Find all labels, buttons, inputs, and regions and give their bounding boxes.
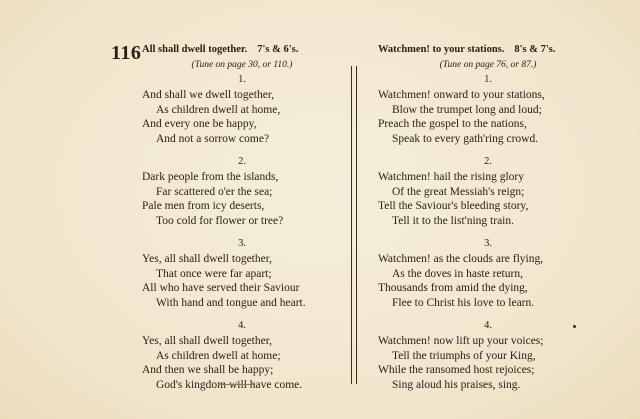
verse-line: As children dwell at home,: [156, 103, 281, 116]
tune-reference: (Tune on page 76, or 87.): [439, 60, 537, 70]
hymn-title-text: Watchmen! to your stations.: [378, 44, 505, 55]
verse-line: Yes, all shall dwell together,: [142, 335, 272, 347]
verse-line: Tell the Saviour's bleeding story,: [378, 200, 529, 212]
stanza-number: 3.: [484, 238, 492, 249]
hymn-right: [378, 44, 598, 402]
verse-line: With hand and tongue and heart.: [156, 296, 306, 309]
verse-line: Of the great Messiah's reign;: [392, 185, 525, 198]
stanza: [378, 74, 598, 146]
hymn-meter: 7's & 6's.: [257, 44, 299, 55]
verse-line: Too cold for flower or tree?: [156, 214, 284, 227]
verse-line: While the ransomed host rejoices;: [378, 364, 535, 376]
stanza-number: 2.: [238, 156, 246, 167]
page-number: 116: [111, 42, 142, 64]
hymn-left: [142, 44, 342, 402]
verse-line: Tell the triumphs of your King,: [392, 349, 536, 362]
verse-line: Flee to Christ his love to learn.: [392, 296, 535, 309]
verse-line: And not a sorrow come?: [156, 132, 270, 145]
verse-line: And shall we dwell together,: [142, 89, 275, 101]
hymn-title-text: All shall dwell together.: [142, 44, 248, 55]
stanza-number: 3.: [238, 238, 246, 249]
verse-line: Preach the gospel to the nations,: [378, 118, 527, 130]
stanza-number: 2.: [484, 156, 492, 167]
hymn-title: [378, 44, 598, 60]
verse-line: As the doves in haste return,: [392, 267, 523, 280]
verse-line: Watchmen! now lift up your voices;: [378, 335, 544, 347]
verse-line: Pale men from icy deserts,: [142, 200, 265, 212]
stanza: [378, 156, 598, 228]
tune-reference: (Tune on page 30, or 110.): [191, 60, 293, 70]
verse-line: And every one be happy,: [142, 118, 257, 130]
stanza: [142, 156, 342, 228]
verse-line: As children dwell at home;: [156, 349, 281, 362]
hymn-meter: 8's & 7's.: [514, 44, 556, 55]
stanza-number: 1.: [484, 74, 492, 85]
verse-line: Thousands from amid the dying,: [378, 282, 528, 294]
verse-line: That once were far apart;: [156, 267, 272, 280]
verse-line: Watchmen! hail the rising glory: [378, 171, 524, 183]
verse-line: Yes, all shall dwell together,: [142, 253, 272, 265]
stanza: [378, 238, 598, 310]
verse-line: And then we shall be happy;: [142, 364, 274, 376]
stanza-number: 1.: [238, 74, 246, 85]
stanza-number: 4.: [484, 320, 492, 331]
verse-line: God's kingdom will have come.: [156, 378, 303, 391]
stanza-number: 4.: [238, 320, 246, 331]
stanza: [142, 320, 342, 392]
stanza: [142, 74, 342, 146]
verse-line: Watchmen! onward to your stations,: [378, 89, 545, 101]
verse-line: Blow the trumpet long and loud;: [392, 103, 542, 116]
verse-line: Speak to every gath'ring crowd.: [392, 132, 539, 145]
stanza: [142, 238, 342, 310]
verse-line: Watchmen! as the clouds are flying,: [378, 253, 544, 265]
verse-line: All who have served their Saviour: [142, 282, 300, 294]
column-divider: [351, 66, 357, 384]
verse-line: Dark people from the islands,: [142, 171, 279, 183]
verse-line: Tell it to the list'ning train.: [392, 214, 515, 227]
verse-line: Sing aloud his praises, sing.: [392, 378, 521, 391]
stanza: [378, 320, 598, 392]
verse-line: Far scattered o'er the sea;: [156, 185, 273, 198]
end-rule: [218, 384, 254, 385]
hymn-title: [142, 44, 342, 60]
ink-dot: [573, 325, 576, 328]
